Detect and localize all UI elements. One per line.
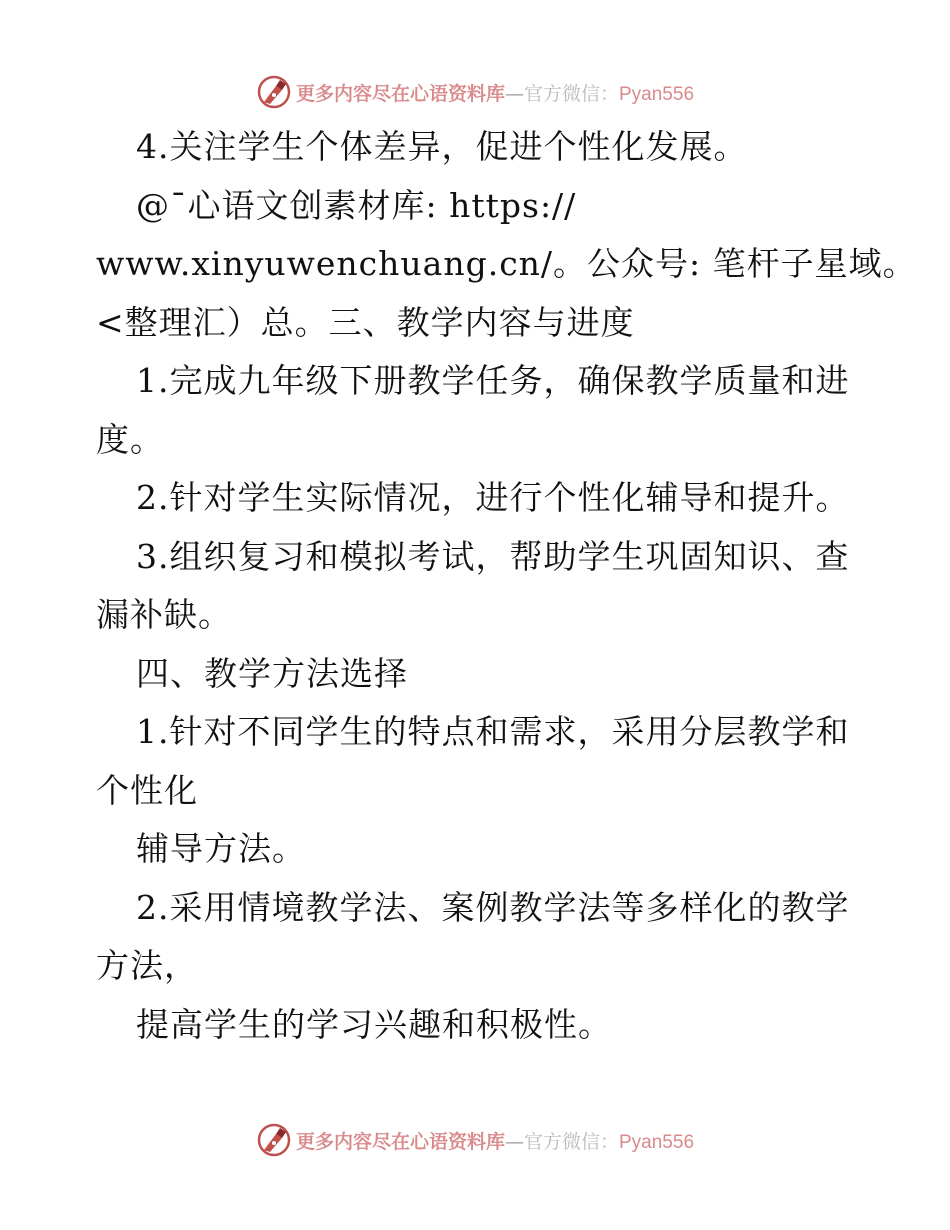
pen-nib-logo-icon	[256, 74, 292, 110]
section-heading: 四、教学方法选择	[136, 653, 408, 693]
body-line: 4.关注学生个体差异，促进个性化发展。	[136, 127, 748, 166]
header-banner-wechat: Pyan556	[619, 83, 695, 105]
body-line: 漏补缺。	[96, 595, 232, 634]
body-line: 3.组织复习和模拟考试，帮助学生巩固知识、查	[136, 536, 850, 576]
footer-banner-text	[296, 1127, 694, 1154]
body-line: 1.完成九年级下册教学任务，确保教学质量和进	[136, 361, 850, 400]
footer-banner	[0, 1120, 950, 1160]
body-line: 2.采用情境教学法、案例教学法等多样化的教学	[136, 887, 850, 927]
header-banner-main: 更多内容尽在心语资料库	[295, 82, 505, 105]
body-line: 方法，	[96, 946, 198, 985]
document-body	[96, 118, 917, 1054]
footer-banner-main: 更多内容尽在心语资料库	[295, 1130, 505, 1153]
body-line: 2.针对学生实际情况，进行个性化辅导和提升。	[136, 478, 850, 517]
body-line: 度。	[96, 419, 164, 459]
body-line: <整理汇）总。三、教学内容与进度	[96, 302, 635, 342]
pen-nib-logo-icon	[256, 1122, 292, 1158]
header-banner-label: 官方微信：	[523, 82, 619, 105]
body-line: 个性化	[96, 770, 198, 810]
body-line: 1.针对不同学生的特点和需求，采用分层教学和	[136, 712, 850, 751]
body-line: @¯心语文创素材库: https://	[136, 185, 577, 225]
footer-banner-dash: —	[504, 1130, 524, 1153]
body-line: 辅导方法。	[136, 829, 306, 868]
footer-banner-wechat: Pyan556	[619, 1131, 695, 1153]
header-banner-dash: —	[504, 82, 524, 105]
body-line: 提高学生的学习兴趣和积极性。	[136, 1004, 612, 1044]
header-banner-text	[296, 79, 694, 106]
body-line: www.xinyuwenchuang.cn/。公众号: 笔杆子星域。	[96, 244, 917, 283]
footer-banner-label: 官方微信：	[523, 1130, 619, 1153]
header-banner	[0, 72, 950, 112]
